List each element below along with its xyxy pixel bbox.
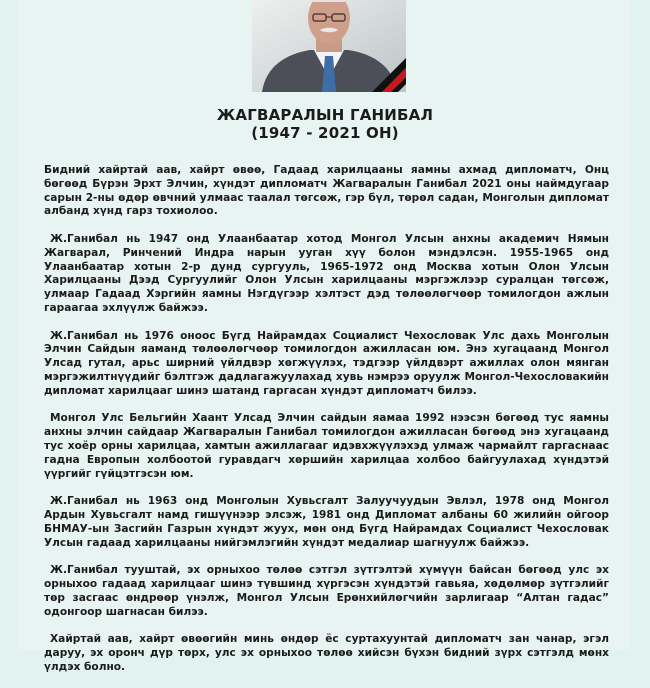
obituary-body [44, 164, 609, 688]
paragraph: Бидний хайртай аав, хайрт өвөө, Гадаад харилцааны яамны ахмад дипломатч, Онц бөгөөд Бүрэн Эрхт Элчин, хүндэт дипломатч Жагваралын Ганибал 2021 оны наймдугаар сарын 2-ны өдөр өвчний улмаас таалал төгсөж, гэр бүл, төрөл садан, Монголын дипломат албанд хүнд гарз тохиолоо. [44, 164, 609, 218]
portrait-photo [252, 0, 406, 92]
paragraph: Ж.Ганибал нь 1963 онд Монголын Хувьсгалт Залуучуудын Эвлэл, 1978 онд Монгол Ардын Хувьсгалт намд гишүүнээр элсэж, 1981 онд Дипломат албаны 60 жилийн ойгоор БНМАУ-ын Засгийн Газрын хүндэт жуух, мөн онд Бүгд Найрамдах Социалист Чехословак Улсын гадаад харилцааны нийгэмлэгийн хүндэт медалиар шагнуулж байжээ. [44, 495, 609, 549]
paragraph: Монгол Улс Бельгийн Хаант Улсад Элчин сайдын яамаа 1992 нээсэн бөгөөд тус яамны анхны элчин сайдаар Жагваралын Ганибал томилогдон ажилласан бөгөөд энэ хугацаанд тус хоёр орны харилцаа, хамтын ажиллагааг идэвхжүүлэхэд улмаж чармайлт гаргаснаас гадна Европын холбоотой гуравдагч хөршийн харилцаа холбоо байгуулахад хүндэтэй үүргийг гүйцэтгэсэн юм. [44, 412, 609, 480]
life-years: (1947 - 2021 ОН) [251, 124, 399, 142]
paragraph: Ж.Ганибал нь 1947 онд Улаанбаатар хотод Монгол Улсын анхны академич Нямын Жагварал, Ринчений Индра нарын уугaн хүү болон мэндэлсэн. 1955-1965 онд Улаанбаатар хотын 2-р дунд сургууль, 1965-1972 онд Москва хотын Олон Улсын Харилцааны Дээд Сургуулийг Олон Улсын харилцааны мэргэжлээр суралцан төгсөж, улмаар Гадаад Хэргийн яамны Нэгдүгээр хэлтэст дэд төлөөлөгчөөр томилогдон ажлын гараагаа эхлүүлж байжээ. [44, 232, 609, 314]
paragraph: Ж.Ганибал тууштай, эх орныхоо төлөө сэтгэл зүтгэлтэй хүмүүн байсан бөгөөд улс эх орныхоо гадаад харилцааг шинэ түвшинд хүргэсэн хүндэтэй гавьяа, хөдөлмөр зүтгэлийг төр засгаас өндрөөр үнэлж, Монгол Улсын Ерөнхийлөгчийн зарлигаар “Алтан гадас” одонгоор шагнасан билээ. [44, 564, 609, 618]
paragraph: Хайртай аав, хайрт өвөөгийн минь өндөр ёс суртахуунтай дипломатч зан чанар, эгэл даруу, эх оронч дүр төрх, улс эх орныхоо төлөө хийсэн бүхэн бидний зүрх сэтгэлд мөнх үлдэх болно. [44, 633, 609, 673]
paragraph: Ж.Ганибал нь 1976 оноос Бүгд Найрамдах Социалист Чехословак Улс дахь Монголын Элчин Сайдын яаманд төлөөлөгчөөр томилогдон ажилласан юм. Энэ хугацаанд Монгол Улсад гутал, арьс ширний үйлдвэр хөгжүүлэх, тэдгээр үйлдвэрт ажиллах олон мянган мэргэжилтнүүдийг бэлтгэж дадлагажуулахад хувь нэмрээ оруулж Монгол-Чехословакийн дипломат харилцааг шинэ шатанд гаргасан хүндэт дипломатч билээ. [44, 329, 609, 397]
person-name: ЖАГВАРАЛЫН ГАНИБАЛ [216, 106, 434, 124]
